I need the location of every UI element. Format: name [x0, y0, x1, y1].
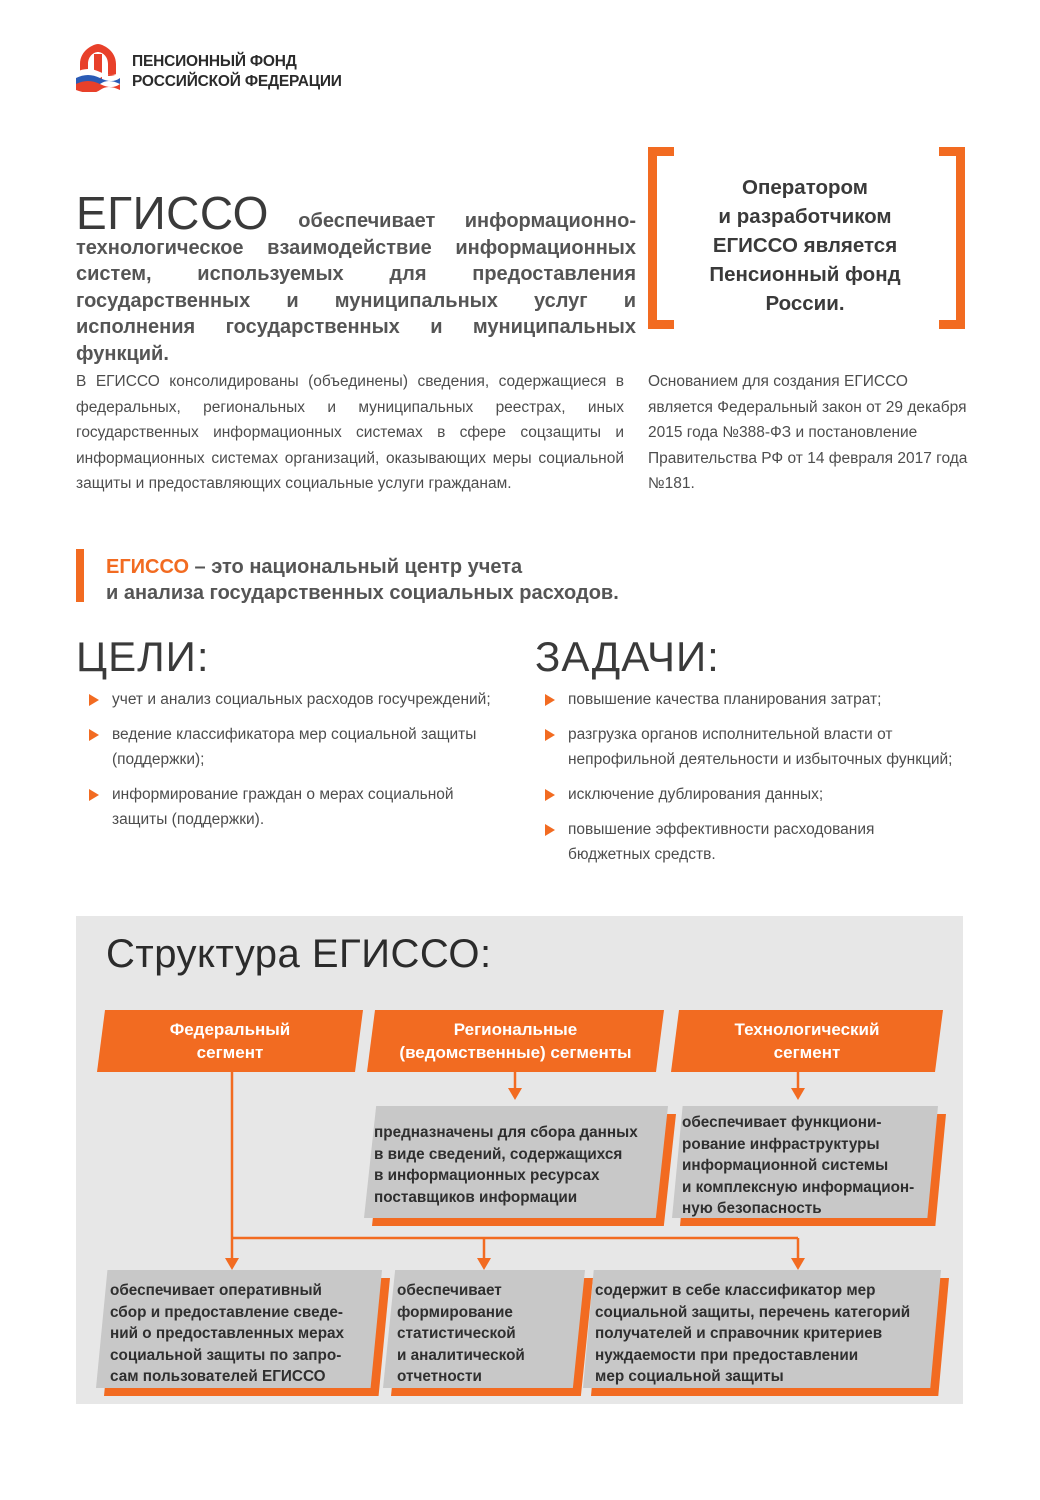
- desc-line: ную безопасность: [682, 1200, 822, 1217]
- list-item: [82, 722, 502, 772]
- operator-line: России.: [765, 292, 845, 315]
- segment-label-line2: сегмент: [196, 1043, 264, 1062]
- regional-description-box: [364, 1106, 668, 1218]
- task-text: разгрузка органов исполнительной власти от непрофильной деятельности и избыточных функций;: [568, 726, 953, 768]
- function-line: нуждаемости при предоставлении: [595, 1346, 859, 1364]
- desc-line: и комплексную информацион-: [682, 1178, 915, 1196]
- bullet-triangle-icon: [89, 694, 99, 706]
- goals-title: ЦЕЛИ:: [76, 633, 210, 680]
- bullet-triangle-icon: [89, 789, 99, 801]
- list-item: [538, 817, 958, 867]
- intro-text: обеспечивает информационно-технологическое взаимодействие информационных систем, используемых для предоставления государственных и муниципальных услуг и исполнения государственных и муниципальных функций.: [76, 210, 636, 365]
- function-line: содержит в себе классификатор мер: [595, 1282, 876, 1299]
- operator-line: ЕГИССО является: [712, 234, 898, 257]
- operator-line: и разработчиком: [718, 205, 892, 228]
- statement-line2: и анализа государственных социальных расходов.: [106, 582, 619, 604]
- operator-line: Оператором: [742, 176, 868, 199]
- segment-label-line1: Региональные: [453, 1020, 578, 1039]
- function-line: обеспечивает оперативный: [110, 1282, 322, 1299]
- goals-list: [82, 687, 502, 842]
- left-bracket: [648, 147, 674, 329]
- national-center-statement: [106, 554, 619, 606]
- list-item: [538, 722, 958, 772]
- bullet-triangle-icon: [545, 694, 555, 706]
- pfr-logo-icon: [74, 42, 122, 92]
- function-line: ний о предоставленных мерах: [110, 1325, 345, 1342]
- list-item: [82, 782, 502, 832]
- function-line: мер социальной защиты: [595, 1368, 784, 1385]
- function-text: [397, 1280, 577, 1388]
- consolidation-paragraph: В ЕГИССО консолидированы (объединены) сведения, содержащиеся в федеральных, региональных и муниципальных реестрах, иных государственных информационных системах в сфере соцзащиты и информационных системах организаций, оказывающих меры социальной защиты и предоставляющих социальные услуги гражданам.: [76, 373, 624, 492]
- desc-line: информационной системы: [682, 1157, 889, 1174]
- segment-label-line2: сегмент: [773, 1043, 841, 1062]
- goal-text: ведение классификатора мер социальной защиты (поддержки);: [112, 726, 477, 768]
- function-line: и аналитической: [397, 1346, 525, 1364]
- task-text: повышение качества планирования затрат;: [568, 691, 882, 708]
- function-text: [110, 1280, 380, 1388]
- statement-accent-bar: [76, 549, 84, 602]
- statement-line1: – это национальный центр учета: [189, 556, 523, 578]
- bullet-triangle-icon: [545, 789, 555, 801]
- function-line: статистической: [397, 1325, 516, 1342]
- function-line: социальной защиты по запро-: [110, 1346, 342, 1364]
- structure-title: Структура ЕГИССО:: [106, 932, 492, 976]
- desc-line: предназначены для сбора данных: [374, 1124, 638, 1141]
- list-item: [538, 782, 958, 807]
- desc-line: в виде сведений, содержащихся: [374, 1145, 623, 1163]
- task-text: повышение эффективности расходования бюджетных средств.: [568, 821, 875, 863]
- org-name-line1: ПЕНСИОННЫЙ ФОНД: [132, 53, 297, 70]
- segment-technological: [671, 1010, 943, 1072]
- segment-federal: [97, 1010, 363, 1072]
- operator-line: Пенсионный фонд: [709, 263, 901, 286]
- function-box-reporting: [383, 1270, 585, 1388]
- function-box-collection: [96, 1270, 382, 1388]
- org-name: [132, 52, 342, 92]
- function-line: социальной защиты, перечень категорий: [595, 1303, 911, 1321]
- legal-basis-paragraph: Основанием для создания ЕГИССО является Федеральный закон от 29 декабря 2015 года №388-ФЗ и постановление Правительства РФ от 14 февраля 2017 года №181.: [648, 373, 968, 492]
- goal-text: информирование граждан о мерах социальной защиты (поддержки).: [112, 786, 454, 828]
- function-line: получателей и справочник критериев: [595, 1325, 883, 1342]
- list-item: [538, 687, 958, 712]
- segment-regional: [367, 1010, 664, 1072]
- function-box-classifier: [583, 1270, 941, 1388]
- regional-description-text: [374, 1122, 674, 1208]
- function-line: обеспечивает: [397, 1282, 502, 1299]
- function-line: сбор и предоставление сведе-: [110, 1303, 343, 1321]
- function-text: [595, 1280, 945, 1388]
- org-name-line2: РОССИЙСКОЙ ФЕДЕРАЦИИ: [132, 73, 342, 90]
- statement-accent: ЕГИССО: [106, 556, 189, 578]
- tasks-title: ЗАДАЧИ:: [535, 633, 720, 680]
- bullet-triangle-icon: [545, 824, 555, 836]
- tech-description-text: [682, 1112, 942, 1220]
- task-text: исключение дублирования данных;: [568, 786, 824, 803]
- desc-line: поставщиков информации: [374, 1188, 578, 1206]
- function-line: сам пользователей ЕГИССО: [110, 1368, 326, 1385]
- segment-label-line1: Федеральный: [169, 1020, 291, 1039]
- operator-callout: [680, 173, 930, 318]
- right-bracket: [939, 147, 965, 329]
- desc-line: обеспечивает функциони-: [682, 1114, 882, 1131]
- function-line: отчетности: [397, 1368, 482, 1385]
- desc-line: в информационных ресурсах: [374, 1167, 600, 1184]
- goal-text: учет и анализ социальных расходов госучреждений;: [112, 691, 491, 708]
- segment-label-line1: Технологический: [734, 1020, 880, 1039]
- intro-lead: ЕГИССО: [76, 187, 269, 239]
- bullet-triangle-icon: [89, 729, 99, 741]
- segment-label-line2: (ведомственные) сегменты: [399, 1043, 632, 1062]
- function-line: формирование: [397, 1303, 513, 1321]
- desc-line: рование инфраструктуры: [682, 1135, 880, 1153]
- intro-paragraph: [76, 187, 636, 367]
- tech-description-box: [672, 1106, 938, 1218]
- tasks-list: [538, 687, 958, 877]
- list-item: [82, 687, 502, 712]
- bullet-triangle-icon: [545, 729, 555, 741]
